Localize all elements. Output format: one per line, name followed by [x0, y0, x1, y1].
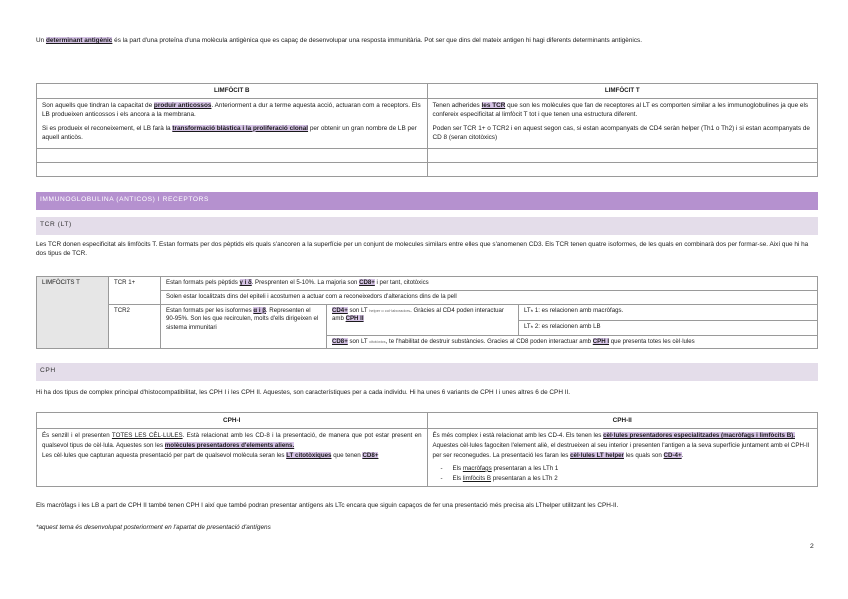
list-item — [433, 474, 813, 484]
text: És senzill i el presenten — [42, 432, 112, 439]
highlight: CPH I — [592, 337, 610, 345]
b-paragraph-1 — [42, 101, 422, 120]
text: per obtenir un gran nombre de LB per aquell anticòs. — [42, 124, 417, 141]
text: Un — [36, 37, 46, 44]
highlight: CPH II — [345, 315, 364, 323]
t-paragraph-2: Poden ser TCR 1+ o TCR2 i en aquest segon cas, si estan acompanyats de CD4 seràn helper (Th1 o Th2) i si estan acompanyats de CD 8 (seran citotòxics) — [432, 124, 810, 141]
cph-ii-list — [433, 464, 813, 484]
highlight: cèl·lules presentadores especialitzades (macròfags i limfòcits B). — [603, 432, 795, 439]
text: . — [681, 451, 684, 459]
footnote: *aquest tema és desenvolupat posteriorment en l'apartat de presentació d'antígens — [36, 524, 271, 531]
text: que tenen — [331, 451, 363, 459]
text: Aquestes cèl·lules fagociten l'element aliè, el destrueixen al seu interior i presenten l'antigen a la seva superfície juntament amb el CPH-II per ser reconegudes. La presentació les faran les — [432, 441, 810, 459]
text: presentaran a les LTh 1 — [491, 464, 559, 472]
underlined: TOTES LES CÈL·LULES — [111, 432, 183, 439]
text: . Gràcies al CD4 poden interactuar amb — [332, 306, 504, 323]
tcr1-location: Solen estar localitzats dins del epiteli i acostumen a actuar com a reconeixedors d'alteracions dins de la pell — [161, 290, 818, 304]
text: presentaran a les LTh 2 — [491, 474, 558, 482]
tcr2-desc — [161, 304, 327, 349]
text: que presenta totes les cèl·lules — [609, 337, 695, 345]
text: . Representen el 90-95%. Son les que recirculen, molts d'ells dirigeixen el sistema immunitari — [166, 306, 319, 332]
text: . Presprenten el 5-10%. La majoria son — [251, 279, 360, 286]
text: . Està relacionat amb les CD-8 i la presentació, de manera que pot estar present en qualsevol tipus de cèl·lula. Aquestes son les — [42, 432, 422, 449]
b-paragraph-2 — [42, 124, 422, 143]
lymphocyte-table — [36, 83, 818, 177]
tcr2-label: TCR2 — [109, 304, 161, 349]
text: Estan formats pels pèptids — [166, 279, 240, 286]
text: Tenen adherides — [432, 102, 482, 109]
section-heading-tcr: TCR (LT) — [36, 217, 818, 235]
text: les quals son — [623, 451, 664, 459]
col-header-cph-i: CPH-I — [37, 413, 428, 429]
highlight: CD8+ — [332, 337, 348, 345]
tcr-table — [36, 276, 818, 349]
text: son LT — [347, 306, 370, 314]
underlined: limfòcits B — [462, 474, 492, 482]
tcr1-label: TCR 1+ — [109, 277, 161, 305]
col-header-b: LIMFÒCIT B — [37, 84, 428, 99]
text: Les cèl·lules que capturan aquesta presentació per part de qualsevol molècula seran les — [42, 451, 287, 459]
underlined: macròfags — [462, 464, 492, 472]
cph-paragraph: Hi ha dos tipus de complex principal d'histocompatibilitat, les CPH I i les CPH II. Aquestes, son característiques per a cada individu. Hi ha unes 6 variants de CPH I i unes altres 6 de CPH II. — [36, 389, 571, 396]
page-number: 2 — [810, 543, 814, 550]
highlight: γ i δ — [239, 279, 252, 286]
empty-cell — [427, 163, 818, 177]
highlight: les TCR — [481, 102, 506, 109]
text: son LT — [347, 337, 370, 345]
highlight: LT citotòxiques — [286, 451, 332, 459]
text: Els — [452, 474, 463, 482]
cph-table — [36, 412, 818, 487]
col-header-t: LIMFÒCIT T — [427, 84, 818, 99]
text: que son les molècules que fan de receptores al LT es comporten similar a les immunoglobulines ja que els confereix especificitat al limfòcit T tot i que tenen una estructura diferent. — [432, 102, 809, 119]
text: Si es produeix el reconeixement, el LB farà la — [42, 124, 173, 132]
cell-cph-i — [37, 429, 428, 487]
empty-cell — [37, 149, 428, 163]
section-heading-cph: CPH — [36, 363, 818, 381]
text: Son aquells que tindran la capacitat de — [42, 102, 154, 109]
cd4-desc — [327, 304, 519, 335]
closing-paragraph: Els macròfags i les LB a part de CPH II també tenen CPH I així que també podran presentar antígens als LTc encara que siguin capaços de fer una presentació més precisa als LThelper utilitzant les CPH-II. — [36, 502, 619, 509]
empty-cell — [37, 163, 428, 177]
highlight: CD4+ — [332, 306, 348, 314]
highlight: α i β — [253, 306, 266, 314]
highlight: CD-4+ — [663, 451, 682, 459]
tcr1-desc — [161, 277, 818, 291]
cell-cph-ii — [427, 429, 818, 487]
empty-cell — [427, 149, 818, 163]
highlight: cèl·lules LT helper — [570, 451, 624, 459]
subscript: citotòxics — [369, 338, 386, 344]
text: i per tant, citotòxics — [374, 279, 429, 286]
lth2: LTₕ 2: es relacionen amb LB — [524, 322, 601, 330]
cd8-desc — [327, 335, 818, 349]
section-heading-immunoglobulina: IMMUNOGLOBULINA (ANTICOS) I RECEPTORS — [36, 192, 818, 210]
cell-lymph-b — [37, 99, 428, 149]
highlight-term: determinant antigènic — [45, 37, 113, 44]
tcr-paragraph: Les TCR donen especificitat als limfòcits T. Estan formats per dos pèptids els quals s'ancoren a la superfície per un conjunt de molecules similars entre elles que s'anomenen CD3. Els TCR tenen quatre isoformes, de les quals en combinarà dos per formar-se. Així que hi ha dos tipus de TCR. — [36, 241, 809, 258]
text: . Anteriorment a dur a terme aquesta acció, actuaran com a receptors. Els LB produeixen anticossos i els ancora a la membrana. — [42, 102, 421, 119]
lth-cell — [519, 304, 818, 335]
intro-paragraph — [36, 36, 818, 45]
highlight: CD8+ — [362, 451, 379, 459]
lth1: LTₕ 1: es relacionen amb macròfags. — [519, 305, 817, 321]
highlight: transformació blàstica i la proliferació clonal — [172, 124, 309, 132]
highlight: molècules presentadores d'elements aliens. — [164, 441, 295, 449]
highlight: produir anticossos — [153, 102, 212, 109]
text: és la part d'una proteïna d'una molècula antigènica que es capaç de desenvolupar una resposta immunitària. Pot ser que dins del mateix antigen hi hagi diferents determinants antigènics. — [112, 37, 642, 44]
highlight: CD8+ — [359, 279, 375, 286]
list-item — [433, 464, 813, 474]
row-label-limfocits-t: LIMFÒCITS T — [37, 277, 109, 349]
cell-lymph-t — [427, 99, 818, 149]
subscript: helper o col·laboradors — [369, 307, 411, 313]
text: És més complex i està relacionat amb les CD-4. Els tenen les — [432, 432, 604, 439]
document-page — [36, 0, 818, 599]
text: , te l'habilitat de destruir substàncies. Gracies al CD8 poden interactuar amb — [385, 337, 593, 345]
t-paragraph-1 — [433, 101, 813, 120]
text: Els — [452, 464, 463, 472]
col-header-cph-ii: CPH-II — [427, 413, 818, 429]
text: Estan formats per les isoformes — [166, 306, 254, 314]
